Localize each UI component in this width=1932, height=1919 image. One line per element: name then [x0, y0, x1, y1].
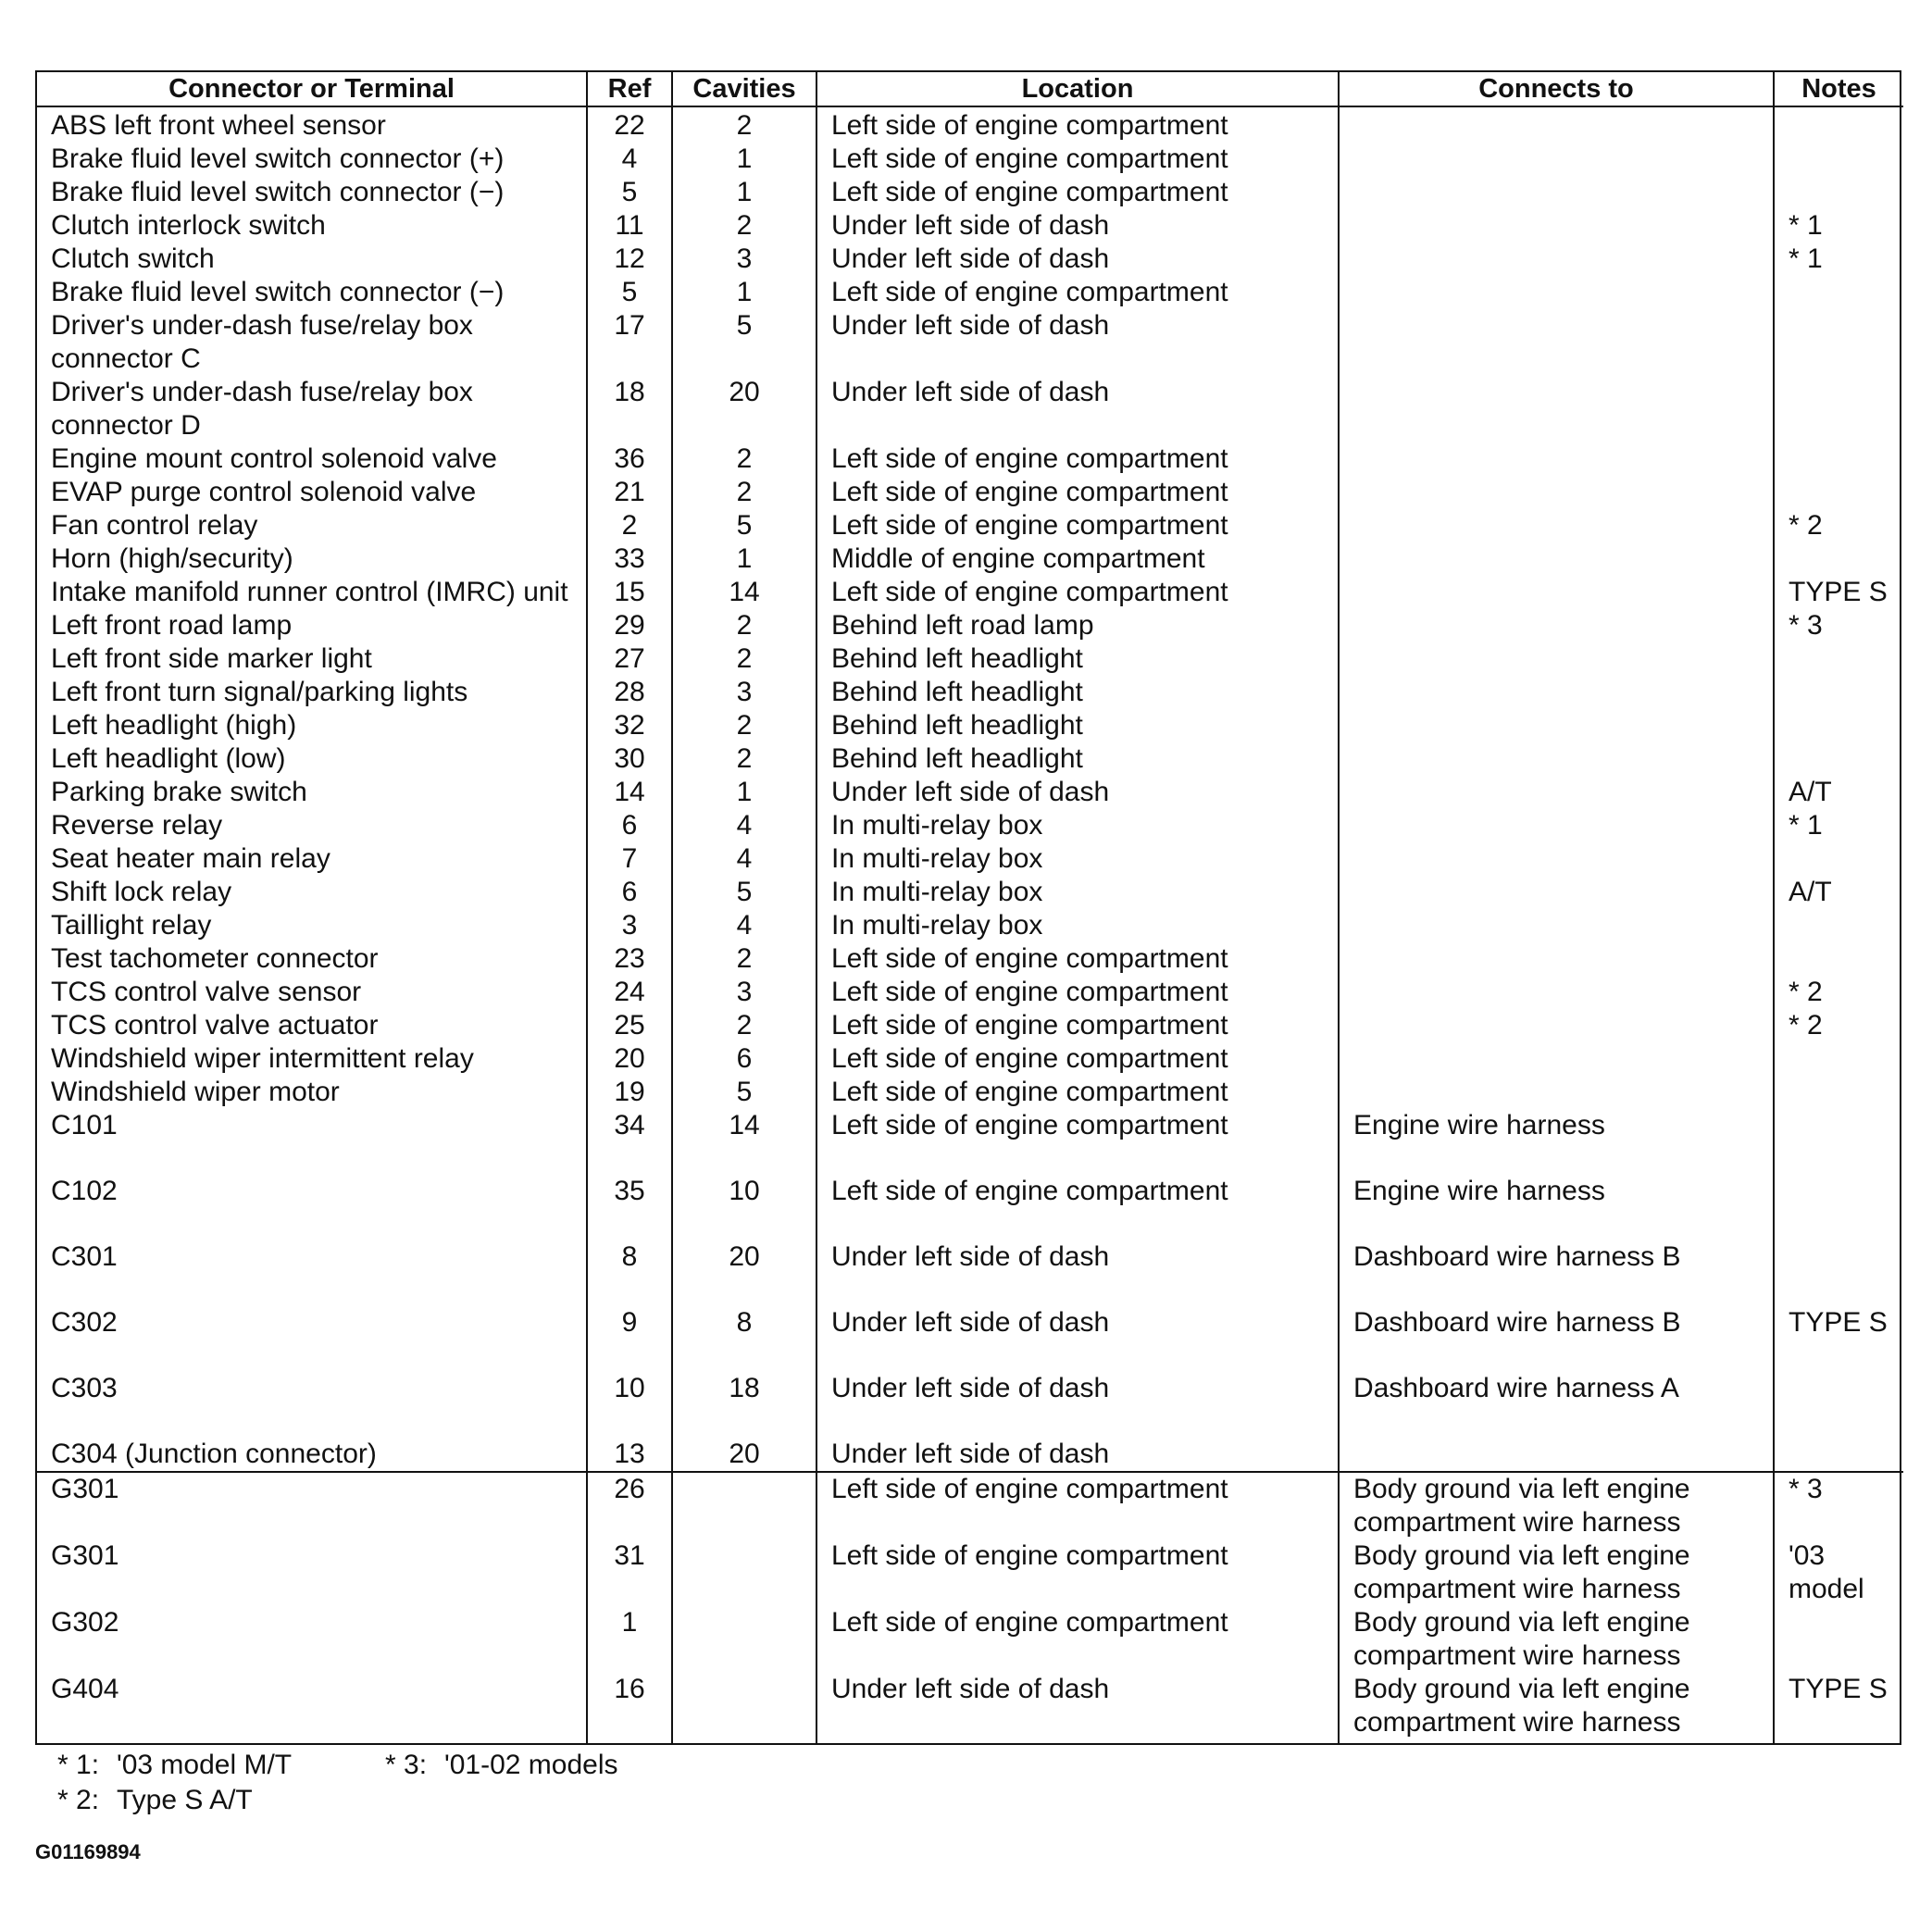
cell-connects-to — [1339, 809, 1774, 842]
figure-id: G01169894 — [35, 1840, 141, 1863]
cell-cavities: 5 — [672, 509, 816, 542]
cell-connects-to — [1339, 476, 1774, 509]
table-row — [37, 1438, 1903, 1472]
cell-cavities: 20 — [672, 1438, 816, 1472]
table-row — [37, 442, 1903, 476]
table-row — [37, 1076, 1903, 1109]
cell-ref: 5 — [587, 176, 672, 209]
cell-ref: 29 — [587, 609, 672, 642]
cell-location: Left side of engine compartment — [816, 1175, 1339, 1240]
cell-location: Left side of engine compartment — [816, 276, 1339, 309]
cell-connects-to — [1339, 106, 1774, 143]
cell-connects-to — [1339, 642, 1774, 676]
cell-ref: 33 — [587, 542, 672, 576]
cell-connector: Parking brake switch — [37, 776, 587, 809]
cell-notes: * 2 — [1789, 510, 1823, 541]
cell-connects-to — [1339, 1076, 1774, 1109]
cell-cavities: 1 — [672, 276, 816, 309]
table-row — [37, 676, 1903, 709]
cell-connector: Left headlight (high) — [37, 709, 587, 742]
cell-location: In multi-relay box — [816, 909, 1339, 942]
cell-ref: 3 — [587, 909, 672, 942]
cell-connector: C102 — [37, 1175, 587, 1240]
cell-location: In multi-relay box — [816, 842, 1339, 876]
cell-connects-to: Dashboard wire harness B — [1339, 1240, 1774, 1306]
cell-notes: * 1 — [1789, 243, 1823, 274]
cell-connects-to — [1339, 143, 1774, 176]
cell-connector: Windshield wiper intermittent relay — [37, 1042, 587, 1076]
cell-connector: Brake fluid level switch connector (+) — [37, 143, 587, 176]
cell-location: Behind left headlight — [816, 709, 1339, 742]
cell-connects-to: Dashboard wire harness A — [1339, 1372, 1774, 1438]
cell-ref: 18 — [587, 376, 672, 442]
cell-connects-to — [1339, 676, 1774, 709]
cell-ref: 9 — [587, 1306, 672, 1372]
cell-cavities: 2 — [672, 442, 816, 476]
cell-cavities: 6 — [672, 1042, 816, 1076]
cell-connects-to: Engine wire harness — [1339, 1175, 1774, 1240]
table-row — [37, 576, 1903, 609]
cell-cavities: 2 — [672, 476, 816, 509]
cell-connector: Taillight relay — [37, 909, 587, 942]
cell-cavities: 3 — [672, 243, 816, 276]
cell-notes: * 3 — [1789, 610, 1823, 641]
cell-connector: C301 — [37, 1240, 587, 1306]
cell-ref: 28 — [587, 676, 672, 709]
header-location: Location — [816, 72, 1339, 106]
table-row — [37, 309, 1903, 376]
table-row — [37, 1606, 1903, 1673]
cell-ref: 30 — [587, 742, 672, 776]
cell-cavities: 2 — [672, 709, 816, 742]
table-row — [37, 106, 1903, 143]
cell-location: Left side of engine compartment — [816, 976, 1339, 1009]
cell-cavities — [672, 1539, 816, 1606]
cell-connects-to — [1339, 842, 1774, 876]
cell-cavities: 2 — [672, 1009, 816, 1042]
table-row — [37, 1472, 1903, 1539]
cell-notes — [1774, 842, 1903, 876]
cell-connects-to — [1339, 876, 1774, 909]
cell-connects-to — [1339, 776, 1774, 809]
cell-cavities — [672, 1673, 816, 1743]
cell-location: Left side of engine compartment — [816, 1009, 1339, 1042]
cell-connector: TCS control valve sensor — [37, 976, 587, 1009]
cell-cavities: 4 — [672, 909, 816, 942]
cell-connector: G302 — [37, 1606, 587, 1673]
cell-location: Left side of engine compartment — [816, 509, 1339, 542]
cell-connector: Shift lock relay — [37, 876, 587, 909]
table-row — [37, 1539, 1903, 1606]
cell-cavities: 5 — [672, 309, 816, 376]
cell-location: Under left side of dash — [816, 209, 1339, 243]
cell-ref: 27 — [587, 642, 672, 676]
cell-connects-to — [1339, 709, 1774, 742]
cell-connects-to — [1339, 1438, 1774, 1472]
cell-ref: 20 — [587, 1042, 672, 1076]
footnote-row — [57, 1783, 713, 1818]
cell-connector: Horn (high/security) — [37, 542, 587, 576]
cell-notes: TYPE S — [1789, 577, 1888, 607]
connector-table — [37, 72, 1903, 1743]
table-row — [37, 243, 1903, 276]
cell-connects-to — [1339, 442, 1774, 476]
cell-notes — [1774, 1175, 1903, 1240]
header-connects-to: Connects to — [1339, 72, 1774, 106]
cell-cavities: 1 — [672, 176, 816, 209]
cell-location: Under left side of dash — [816, 1673, 1339, 1743]
cell-connector: Fan control relay — [37, 509, 587, 542]
cell-connects-to — [1339, 542, 1774, 576]
cell-connects-to: Body ground via left engine compartment wire harness — [1339, 1472, 1774, 1539]
cell-ref: 35 — [587, 1175, 672, 1240]
cell-connects-to — [1339, 909, 1774, 942]
cell-location: Under left side of dash — [816, 309, 1339, 376]
table-row — [37, 809, 1903, 842]
cell-location: Behind left headlight — [816, 742, 1339, 776]
cell-connector: Seat heater main relay — [37, 842, 587, 876]
cell-connects-to — [1339, 742, 1774, 776]
cell-connector: C303 — [37, 1372, 587, 1438]
cell-connects-to — [1339, 1009, 1774, 1042]
cell-ref: 16 — [587, 1673, 672, 1743]
cell-notes: TYPE S — [1789, 1307, 1888, 1338]
cell-connector: Engine mount control solenoid valve — [37, 442, 587, 476]
cell-connector: Left headlight (low) — [37, 742, 587, 776]
cell-connector: Brake fluid level switch connector (−) — [37, 176, 587, 209]
cell-notes — [1774, 909, 1903, 942]
footnote-key: * 3: — [385, 1750, 428, 1780]
table-row — [37, 276, 1903, 309]
table-row — [37, 1673, 1903, 1743]
cell-ref: 1 — [587, 1606, 672, 1673]
cell-notes — [1774, 642, 1903, 676]
cell-location: Left side of engine compartment — [816, 106, 1339, 143]
cell-connects-to: Body ground via left engine compartment wire harness — [1339, 1673, 1774, 1743]
cell-cavities: 8 — [672, 1306, 816, 1372]
cell-connector: Left front turn signal/parking lights — [37, 676, 587, 709]
cell-connector: G301 — [37, 1539, 587, 1606]
cell-notes — [1774, 1438, 1903, 1472]
table-row — [37, 1175, 1903, 1240]
cell-connects-to — [1339, 176, 1774, 209]
cell-notes — [1774, 742, 1903, 776]
cell-connector: Clutch interlock switch — [37, 209, 587, 243]
cell-cavities: 4 — [672, 842, 816, 876]
cell-ref: 22 — [587, 106, 672, 143]
cell-location: Left side of engine compartment — [816, 1606, 1339, 1673]
cell-cavities: 18 — [672, 1372, 816, 1438]
cell-connects-to — [1339, 1042, 1774, 1076]
table-row — [37, 1372, 1903, 1438]
cell-notes — [1774, 176, 1903, 209]
cell-ref: 34 — [587, 1109, 672, 1175]
cell-cavities: 20 — [672, 376, 816, 442]
cell-notes: * 2 — [1789, 977, 1823, 1007]
cell-connector: Test tachometer connector — [37, 942, 587, 976]
header-notes: Notes — [1774, 72, 1903, 106]
cell-ref: 25 — [587, 1009, 672, 1042]
header-ref: Ref — [587, 72, 672, 106]
cell-location: Left side of engine compartment — [816, 442, 1339, 476]
cell-ref: 15 — [587, 576, 672, 609]
footnote-key: * 1: — [57, 1750, 100, 1780]
table-row — [37, 209, 1903, 243]
cell-location: Left side of engine compartment — [816, 1042, 1339, 1076]
table-header-row — [37, 72, 1903, 106]
cell-ref: 13 — [587, 1438, 672, 1472]
cell-connects-to — [1339, 243, 1774, 276]
cell-ref: 12 — [587, 243, 672, 276]
cell-ref: 11 — [587, 209, 672, 243]
table-row — [37, 376, 1903, 442]
cell-notes — [1774, 106, 1903, 143]
cell-location: Under left side of dash — [816, 376, 1339, 442]
cell-connects-to: Dashboard wire harness B — [1339, 1306, 1774, 1372]
cell-connector: C304 (Junction connector) — [37, 1438, 587, 1472]
cell-connects-to: Engine wire harness — [1339, 1109, 1774, 1175]
cell-location: Behind left road lamp — [816, 609, 1339, 642]
cell-notes — [1774, 676, 1903, 709]
cell-connector: G301 — [37, 1472, 587, 1539]
cell-cavities: 5 — [672, 876, 816, 909]
cell-cavities: 2 — [672, 642, 816, 676]
cell-notes: A/T — [1789, 877, 1832, 907]
cell-notes — [1774, 1240, 1903, 1306]
cell-notes: * 2 — [1789, 1010, 1823, 1040]
cell-ref: 17 — [587, 309, 672, 376]
cell-notes — [1774, 1372, 1903, 1438]
cell-location: Under left side of dash — [816, 1306, 1339, 1372]
cell-connector: Intake manifold runner control (IMRC) unit — [37, 576, 587, 609]
cell-notes — [1774, 1109, 1903, 1175]
table-row — [37, 143, 1903, 176]
cell-location: Left side of engine compartment — [816, 1539, 1339, 1606]
cell-notes — [1774, 309, 1903, 376]
cell-connector: Brake fluid level switch connector (−) — [37, 276, 587, 309]
cell-connects-to: Body ground via left engine compartment wire harness — [1339, 1606, 1774, 1673]
table-row — [37, 976, 1903, 1009]
table-row — [37, 609, 1903, 642]
cell-location: Left side of engine compartment — [816, 476, 1339, 509]
cell-ref: 8 — [587, 1240, 672, 1306]
cell-connects-to — [1339, 509, 1774, 542]
cell-cavities — [672, 1472, 816, 1539]
table-row — [37, 876, 1903, 909]
cell-connects-to: Body ground via left engine compartment wire harness — [1339, 1539, 1774, 1606]
table-row — [37, 842, 1903, 876]
table-row — [37, 509, 1903, 542]
cell-ref: 26 — [587, 1472, 672, 1539]
cell-ref: 6 — [587, 876, 672, 909]
footnotes — [57, 1748, 713, 1818]
cell-location: Left side of engine compartment — [816, 143, 1339, 176]
cell-ref: 36 — [587, 442, 672, 476]
footnote-row — [57, 1748, 713, 1783]
cell-connector: ABS left front wheel sensor — [37, 106, 587, 143]
cell-notes — [1774, 542, 1903, 576]
cell-connector: Left front side marker light — [37, 642, 587, 676]
table-row — [37, 1109, 1903, 1175]
cell-notes: '03 model — [1789, 1540, 1864, 1604]
cell-connects-to — [1339, 576, 1774, 609]
cell-notes: * 3 — [1774, 1472, 1903, 1539]
cell-location: Left side of engine compartment — [816, 942, 1339, 976]
table-body — [37, 106, 1903, 1743]
cell-connector: Windshield wiper motor — [37, 1076, 587, 1109]
cell-ref: 5 — [587, 276, 672, 309]
cell-location: Behind left headlight — [816, 676, 1339, 709]
table-row — [37, 476, 1903, 509]
cell-cavities: 2 — [672, 942, 816, 976]
cell-connector: G404 — [37, 1673, 587, 1743]
cell-connector: Driver's under-dash fuse/relay box connector C — [37, 309, 587, 376]
cell-cavities: 10 — [672, 1175, 816, 1240]
cell-connects-to — [1339, 309, 1774, 376]
header-connector: Connector or Terminal — [37, 72, 587, 106]
cell-connector: Reverse relay — [37, 809, 587, 842]
cell-location: Left side of engine compartment — [816, 176, 1339, 209]
cell-connector: Clutch switch — [37, 243, 587, 276]
cell-cavities: 3 — [672, 676, 816, 709]
cell-cavities: 1 — [672, 542, 816, 576]
cell-ref: 4 — [587, 143, 672, 176]
cell-ref: 6 — [587, 809, 672, 842]
cell-connects-to — [1339, 976, 1774, 1009]
table-row — [37, 176, 1903, 209]
cell-notes: A/T — [1789, 777, 1832, 807]
cell-notes — [1774, 1076, 1903, 1109]
cell-location: Left side of engine compartment — [816, 1472, 1339, 1539]
cell-notes — [1774, 1606, 1903, 1673]
table-row — [37, 942, 1903, 976]
cell-cavities: 2 — [672, 209, 816, 243]
cell-connects-to — [1339, 209, 1774, 243]
cell-ref: 19 — [587, 1076, 672, 1109]
cell-ref: 7 — [587, 842, 672, 876]
cell-location: In multi-relay box — [816, 876, 1339, 909]
cell-ref: 10 — [587, 1372, 672, 1438]
cell-cavities: 14 — [672, 576, 816, 609]
cell-notes — [1774, 143, 1903, 176]
cell-ref: 21 — [587, 476, 672, 509]
footnote-key: * 2: — [57, 1785, 100, 1815]
cell-cavities: 1 — [672, 143, 816, 176]
cell-location: Middle of engine compartment — [816, 542, 1339, 576]
cell-notes: TYPE S — [1789, 1674, 1888, 1704]
table-row — [37, 642, 1903, 676]
cell-ref: 31 — [587, 1539, 672, 1606]
cell-connects-to — [1339, 942, 1774, 976]
cell-notes: * 1 — [1789, 810, 1823, 841]
cell-notes — [1774, 276, 1903, 309]
table-row — [37, 1240, 1903, 1306]
cell-cavities: 2 — [672, 106, 816, 143]
cell-location: Left side of engine compartment — [816, 1109, 1339, 1175]
cell-location: Left side of engine compartment — [816, 576, 1339, 609]
footnote-text: Type S A/T — [117, 1785, 253, 1815]
cell-cavities: 20 — [672, 1240, 816, 1306]
cell-ref: 32 — [587, 709, 672, 742]
footnote-text: '03 model M/T — [117, 1750, 293, 1780]
cell-connects-to — [1339, 276, 1774, 309]
cell-location: In multi-relay box — [816, 809, 1339, 842]
cell-connector: TCS control valve actuator — [37, 1009, 587, 1042]
cell-connector: EVAP purge control solenoid valve — [37, 476, 587, 509]
cell-location: Under left side of dash — [816, 243, 1339, 276]
cell-location: Under left side of dash — [816, 1240, 1339, 1306]
cell-notes — [1774, 1042, 1903, 1076]
cell-cavities: 3 — [672, 976, 816, 1009]
cell-cavities: 1 — [672, 776, 816, 809]
cell-connector: Left front road lamp — [37, 609, 587, 642]
cell-ref: 14 — [587, 776, 672, 809]
cell-cavities: 4 — [672, 809, 816, 842]
cell-connects-to — [1339, 609, 1774, 642]
cell-location: Under left side of dash — [816, 1372, 1339, 1438]
cell-location: Under left side of dash — [816, 1438, 1339, 1472]
table-row — [37, 542, 1903, 576]
cell-notes: * 1 — [1789, 210, 1823, 241]
cell-notes — [1774, 942, 1903, 976]
cell-connects-to — [1339, 376, 1774, 442]
connector-table-frame — [35, 70, 1901, 1745]
cell-ref: 23 — [587, 942, 672, 976]
cell-connector: C302 — [37, 1306, 587, 1372]
cell-location: Behind left headlight — [816, 642, 1339, 676]
cell-notes — [1774, 709, 1903, 742]
table-row — [37, 1306, 1903, 1372]
cell-ref: 2 — [587, 509, 672, 542]
cell-cavities: 2 — [672, 609, 816, 642]
cell-location: Under left side of dash — [816, 776, 1339, 809]
cell-notes — [1774, 376, 1903, 442]
cell-notes — [1774, 442, 1903, 476]
table-row — [37, 1009, 1903, 1042]
cell-notes — [1774, 476, 1903, 509]
cell-connector: Driver's under-dash fuse/relay box connector D — [37, 376, 587, 442]
cell-connector: C101 — [37, 1109, 587, 1175]
table-row — [37, 776, 1903, 809]
cell-cavities: 2 — [672, 742, 816, 776]
table-row — [37, 742, 1903, 776]
header-cavities: Cavities — [672, 72, 816, 106]
footnote-text: '01-02 models — [444, 1750, 618, 1780]
cell-cavities: 5 — [672, 1076, 816, 1109]
table-row — [37, 709, 1903, 742]
table-row — [37, 909, 1903, 942]
cell-cavities: 14 — [672, 1109, 816, 1175]
cell-location: Left side of engine compartment — [816, 1076, 1339, 1109]
cell-ref: 24 — [587, 976, 672, 1009]
cell-cavities — [672, 1606, 816, 1673]
table-row — [37, 1042, 1903, 1076]
